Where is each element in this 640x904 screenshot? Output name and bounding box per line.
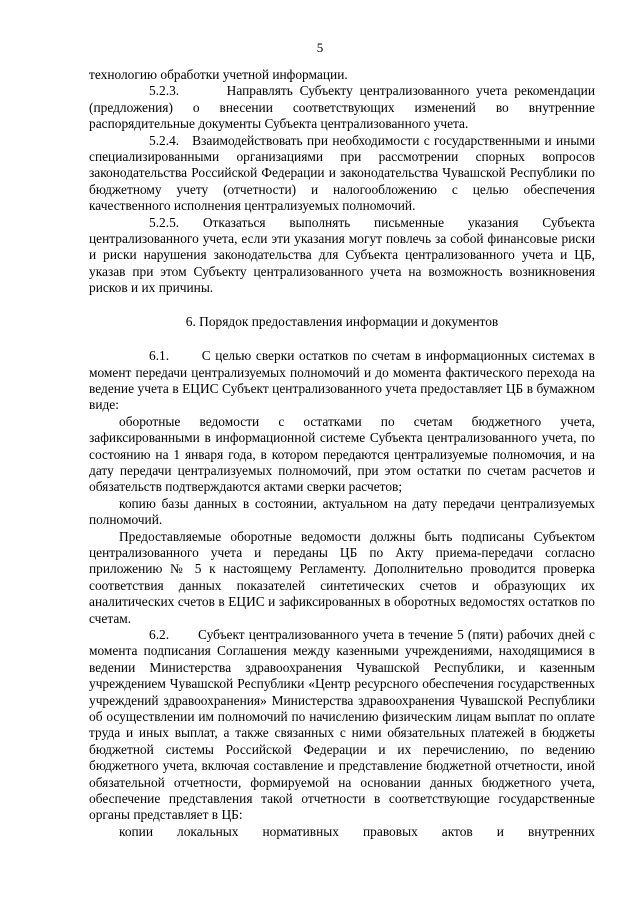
clause-number: 5.2.3.	[149, 83, 180, 99]
clause-text: Взаимодействовать при необходимости с государственными и иными специализированными организациями при рассмотрении спорных вопросов законодательства Российской Федерации и законодательства Чувашской Республики по бюджетному учету (отчетности) и налогообложению с целью обеспечения качественного исполнения централизуемых полномочий.	[89, 132, 595, 214]
clause-6-1	[89, 348, 595, 414]
section-heading: 6. Порядок предоставления информации и документов	[185, 313, 499, 329]
list-item-turnover-statements: оборотные ведомости с остатками по счетам бюджетного учета, зафиксированными в информационной системе Субъекта централизованного учета, по состоянию на 1 января года, в котором передаются централизуемые полномочия, и на дату передачи централизуемых полномочий, при этом остатки по счетам расчетов и обязательств подтверждаются актами сверки расчетов;	[89, 413, 595, 495]
clause-5-2-5	[89, 215, 595, 297]
page-number: 5	[316, 40, 324, 55]
clause-6-2	[89, 627, 595, 824]
paragraph-continuation: технологию обработки учетной информации.	[89, 67, 348, 82]
clause-text: С целью сверки остатков по счетам в информационных системах в момент передачи централизуемых полномочий и до момента фактического перехода на ведение учета в ЕЦИС Субъект централизованного учета предоставляет ЦБ в бумажном виде:	[89, 348, 595, 413]
clause-number: 5.2.4.	[149, 132, 180, 148]
clause-5-2-4	[89, 133, 595, 215]
paragraph-statements-signing: Предоставляемые оборотные ведомости должны быть подписаны Субъектом централизованного учета и переданы ЦБ по Акту приема-передачи согласно приложению № 5 к настоящему Регламенту. Дополнительно проводится проверка соответствия данных показателей синтетических счетов и образующих их аналитических счетов в ЕЦИС и зафиксированных в оборотных ведомостях остатков по счетам.	[89, 528, 595, 626]
clause-text: Направлять Субъекту централизованного учета рекомендации (предложения) о внесении соответствующих изменений во внутренние распорядительные документы Субъекта централизованного учета.	[89, 83, 596, 132]
list-item-local-acts: копии локальных нормативных правовых актов и внутренних	[119, 823, 595, 839]
document-body	[89, 67, 595, 840]
clause-text: Субъект централизованного учета в течение 5 (пяти) рабочих дней с момента подписания Соглашения между казенными учреждениями, находящимися в ведении Министерства здравоохранения Чувашской Республики, и казенным учреждением Чувашской Республики «Центр ресурсного обеспечения государственных учреждений здравоохранения» Министерства здравоохранения Чувашской Республики об осуществлении им полномочий по начислению физическим лицам выплат по оплате труда и иных выплат, а также связанных с ними обязательных платежей в бюджеты бюджетной системы Российской Федерации и их перечислению, по ведению бюджетного учета, включая составление и представление бюджетной отчетности, иной обязательной отчетности, формируемой на основании данных бюджетного учета, обеспечение представления такой отчетности в соответствующие государственные органы представляет в ЦБ:	[89, 627, 595, 823]
list-item-database-copy: копию базы данных в состоянии, актуальном на дату передачи централизуемых полномочий.	[89, 495, 595, 528]
clause-5-2-3	[89, 83, 595, 132]
clause-text: Отказаться выполнять письменные указания Субъекта централизованного учета, если эти указания могут повлечь за собой финансовые риски и риски нарушения законодательства для Субъекта централизованного учета и ЦБ, указав при этом Субъекту централизованного учета на возможность возникновения рисков и их причины.	[89, 214, 595, 296]
clause-number: 6.1.	[149, 348, 170, 364]
clause-number: 6.2.	[149, 627, 170, 642]
clause-number: 5.2.5.	[149, 214, 180, 230]
